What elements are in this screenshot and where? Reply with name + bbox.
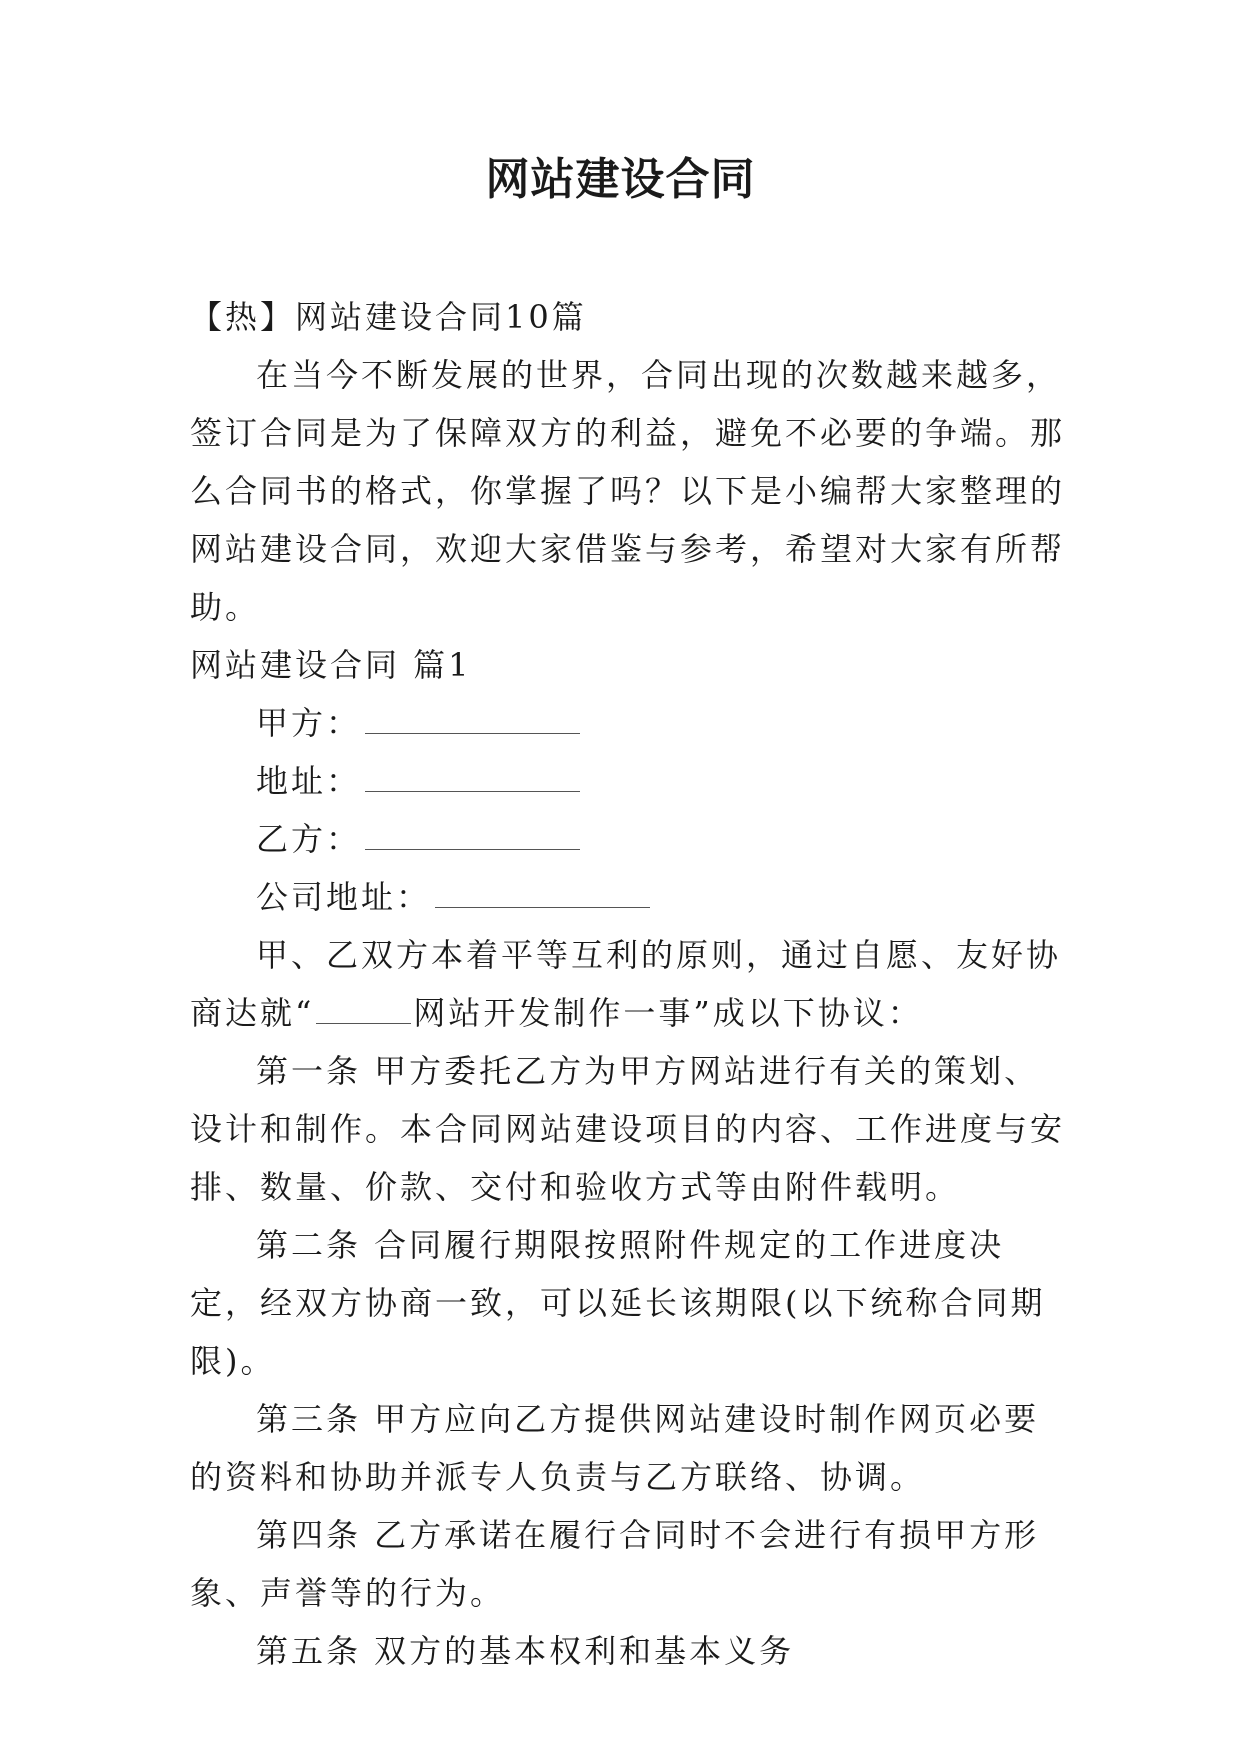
party-b-label: 乙方：: [256, 820, 362, 858]
company-address-label: 公司地址：: [256, 878, 432, 916]
party-b-blank: [365, 811, 580, 850]
party-a-field: [190, 694, 1070, 752]
article-2: 第二条 合同履行期限按照附件规定的工作进度决定，经双方协商一致，可以延长该期限(以下统称合同期限)。: [190, 1226, 1046, 1380]
company-address-field: [190, 868, 1070, 926]
agreement-paragraph: [190, 926, 1070, 1042]
address-label: 地址：: [256, 762, 362, 800]
article-5: 第五条 双方的基本权利和基本义务: [256, 1632, 795, 1670]
company-address-blank: [435, 869, 650, 908]
party-b-field: [190, 810, 1070, 868]
document-body: [190, 288, 1070, 1680]
agreement-text-after: 网站开发制作一事”成以下协议：: [413, 994, 923, 1032]
agreement-text-before: 甲、乙双方本着平等互利的原则，通过自愿、友好协商达就“: [190, 936, 1062, 1032]
article-4: 第四条 乙方承诺在履行合同时不会进行有损甲方形象、声誉等的行为。: [190, 1516, 1040, 1612]
intro-paragraph: 在当今不断发展的世界，合同出现的次数越来越多，签订合同是为了保障双方的利益，避免不必要的争端。那么合同书的格式，你掌握了吗？以下是小编帮大家整理的网站建设合同，欢迎大家借鉴与参考，希望对大家有所帮助。: [190, 356, 1066, 626]
article-1: 第一条 甲方委托乙方为甲方网站进行有关的策划、设计和制作。本合同网站建设项目的内容、工作进度与安排、数量、价款、交付和验收方式等由附件载明。: [190, 1052, 1066, 1206]
address-blank: [365, 753, 580, 792]
party-a-label: 甲方：: [256, 704, 362, 742]
party-a-blank: [365, 695, 580, 734]
address-field: [190, 752, 1070, 810]
website-name-blank: [316, 985, 411, 1024]
document-subtitle: 【热】网站建设合同10篇: [190, 298, 587, 336]
section-heading: 网站建设合同 篇1: [190, 646, 472, 684]
page-title: 网站建设合同: [485, 154, 756, 205]
article-3: 第三条 甲方应向乙方提供网站建设时制作网页必要的资料和协助并派专人负责与乙方联络、协调。: [190, 1400, 1040, 1496]
